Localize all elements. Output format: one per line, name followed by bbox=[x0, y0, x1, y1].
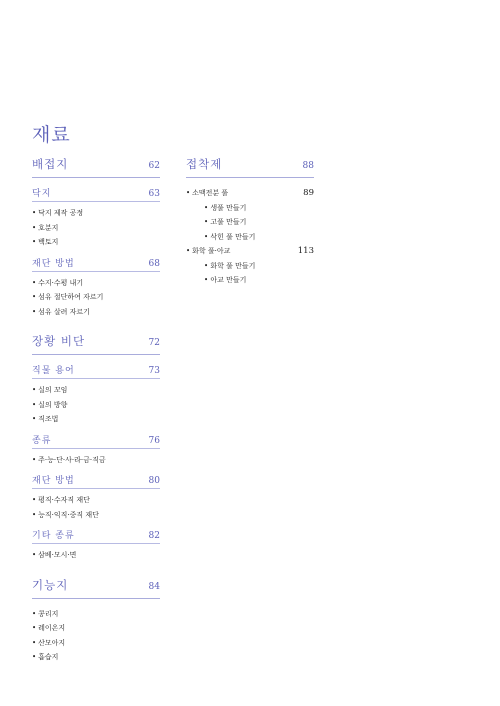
bullet-icon: • bbox=[204, 261, 209, 270]
toc-item-label: 소맥전분 풀 bbox=[192, 189, 229, 197]
section-heading[interactable] bbox=[186, 156, 314, 178]
toc-item-page-number: 113 bbox=[297, 246, 314, 256]
toc-item-label: 주·능·단·사·라·금·직금 bbox=[38, 455, 106, 464]
toc-item-label: 산모아지 bbox=[38, 638, 66, 647]
toc-item-label: 수지·수평 내기 bbox=[38, 278, 84, 287]
bullet-icon: • bbox=[32, 278, 37, 287]
toc-right-column bbox=[186, 156, 314, 302]
toc-subitem-label: 화학 풀 만들기 bbox=[210, 261, 256, 270]
toc-subitem[interactable] bbox=[186, 273, 314, 288]
toc-subitem-label: 생풀 만들기 bbox=[210, 203, 247, 212]
bullet-icon: • bbox=[32, 238, 37, 246]
section-page-number: 84 bbox=[148, 581, 160, 592]
toc-section-mounting-silk bbox=[32, 333, 160, 563]
section-heading[interactable] bbox=[32, 333, 160, 355]
bullet-icon: • bbox=[32, 293, 37, 301]
page-title: 재료 bbox=[32, 124, 71, 146]
toc-item-label: 능직·익직·중직 재단 bbox=[38, 510, 99, 519]
group-heading[interactable] bbox=[32, 433, 160, 449]
toc-item-label: 흡습지 bbox=[38, 653, 59, 661]
bullet-icon: • bbox=[32, 653, 37, 661]
bullet-icon: • bbox=[204, 203, 209, 212]
toc-item[interactable] bbox=[32, 508, 160, 523]
section-title: 접착제 bbox=[186, 157, 223, 171]
section-title: 배접지 bbox=[32, 157, 69, 171]
group-page-number: 76 bbox=[148, 435, 160, 446]
bullet-icon: • bbox=[32, 609, 37, 618]
toc-item[interactable] bbox=[32, 493, 160, 508]
toc-group-dakji bbox=[32, 186, 160, 250]
bullet-icon: • bbox=[32, 638, 37, 647]
toc-group-types bbox=[32, 433, 160, 468]
group-page-number: 63 bbox=[148, 189, 160, 199]
toc-subitem-label: 아교 만들기 bbox=[210, 276, 247, 284]
toc-item-label: 직조법 bbox=[38, 415, 59, 423]
toc-section-backing-paper bbox=[32, 156, 160, 319]
toc-item[interactable] bbox=[186, 186, 314, 201]
group-page-number: 80 bbox=[148, 476, 160, 486]
toc-subitem[interactable] bbox=[186, 259, 314, 274]
toc-group-textile-terms bbox=[32, 363, 160, 427]
group-page-number: 73 bbox=[148, 366, 160, 376]
group-title: 기타 종류 bbox=[32, 531, 75, 541]
section-heading[interactable] bbox=[32, 156, 160, 178]
toc-item-label: 백토지 bbox=[38, 238, 59, 246]
group-title: 재단 방법 bbox=[32, 476, 75, 486]
section-heading[interactable] bbox=[32, 577, 160, 599]
toc-item-label: 닥지 제작 공정 bbox=[38, 209, 84, 217]
toc-subitem[interactable] bbox=[186, 215, 314, 230]
toc-item-label: 삼베·모시·면 bbox=[38, 551, 77, 559]
toc-item[interactable] bbox=[32, 650, 160, 665]
group-title: 재단 방법 bbox=[32, 258, 75, 269]
bullet-icon: • bbox=[32, 307, 37, 316]
toc-subitem-label: 삭힌 풀 만들기 bbox=[210, 232, 256, 241]
section-page-number: 62 bbox=[148, 161, 160, 171]
toc-subitem-label: 고풀 만들기 bbox=[210, 218, 247, 226]
group-title: 종류 bbox=[32, 435, 52, 446]
toc-subitem[interactable] bbox=[186, 230, 314, 245]
toc-item[interactable] bbox=[32, 383, 160, 398]
bullet-icon: • bbox=[32, 624, 37, 632]
group-heading[interactable] bbox=[32, 256, 160, 272]
bullet-icon: • bbox=[32, 400, 37, 409]
section-title: 기능지 bbox=[32, 577, 69, 592]
toc-item[interactable] bbox=[32, 305, 160, 320]
toc-section-adhesive bbox=[186, 156, 314, 288]
toc-group-cutting-method bbox=[32, 256, 160, 320]
toc-item[interactable] bbox=[32, 221, 160, 236]
bullet-icon: • bbox=[204, 232, 209, 241]
toc-item[interactable] bbox=[32, 398, 160, 413]
toc-item-label: 호분지 bbox=[38, 223, 59, 232]
group-heading[interactable] bbox=[32, 528, 160, 544]
bullet-icon: • bbox=[204, 218, 209, 226]
toc-item-label: 평직·수자직 재단 bbox=[38, 496, 90, 504]
bullet-icon: • bbox=[32, 496, 37, 504]
bullet-icon: • bbox=[32, 551, 37, 559]
toc-item[interactable] bbox=[32, 636, 160, 651]
group-page-number: 82 bbox=[148, 531, 160, 541]
group-title: 닥지 bbox=[32, 189, 52, 199]
toc-item-label: 섬유 살려 자르기 bbox=[38, 307, 90, 316]
toc-item[interactable] bbox=[32, 290, 160, 305]
toc-group-silk-cutting bbox=[32, 473, 160, 522]
toc-item-label: 섬유 절단하여 자르기 bbox=[38, 293, 104, 301]
bullet-icon: • bbox=[32, 415, 37, 423]
toc-item-label: 화학 풀·아교 bbox=[192, 247, 231, 255]
group-heading[interactable] bbox=[32, 473, 160, 489]
group-title: 직물 용어 bbox=[32, 366, 75, 376]
bullet-icon: • bbox=[204, 276, 209, 284]
bullet-icon: • bbox=[186, 189, 191, 197]
toc-item[interactable] bbox=[32, 412, 160, 427]
bullet-icon: • bbox=[32, 209, 37, 217]
group-heading[interactable] bbox=[32, 363, 160, 379]
toc-item[interactable] bbox=[32, 276, 160, 291]
toc-item-label: 콩리지 bbox=[38, 609, 59, 618]
group-heading[interactable] bbox=[32, 186, 160, 202]
toc-item[interactable] bbox=[32, 548, 160, 563]
section-page-number: 72 bbox=[148, 338, 160, 348]
toc-group-other-types bbox=[32, 528, 160, 563]
bullet-icon: • bbox=[32, 510, 37, 519]
toc-item[interactable] bbox=[186, 244, 314, 259]
toc-item-label: 실의 꼬임 bbox=[38, 386, 68, 394]
toc-item[interactable] bbox=[32, 206, 160, 221]
toc-item[interactable] bbox=[32, 453, 160, 468]
toc-left-column bbox=[32, 156, 160, 679]
group-page-number: 68 bbox=[148, 258, 160, 269]
toc-item-label: 레이온지 bbox=[38, 624, 66, 632]
toc-item[interactable] bbox=[32, 621, 160, 636]
toc-item[interactable] bbox=[32, 607, 160, 622]
toc-item-page-number: 89 bbox=[303, 188, 314, 198]
toc-item-label: 실의 방향 bbox=[38, 400, 68, 409]
bullet-icon: • bbox=[32, 386, 37, 394]
toc-item[interactable] bbox=[32, 235, 160, 250]
bullet-icon: • bbox=[186, 247, 191, 255]
toc-subitem[interactable] bbox=[186, 201, 314, 216]
bullet-icon: • bbox=[32, 455, 37, 464]
section-title: 장황 비단 bbox=[32, 334, 86, 348]
bullet-icon: • bbox=[32, 223, 37, 232]
toc-section-functional-paper bbox=[32, 577, 160, 665]
section-page-number: 88 bbox=[302, 161, 314, 171]
